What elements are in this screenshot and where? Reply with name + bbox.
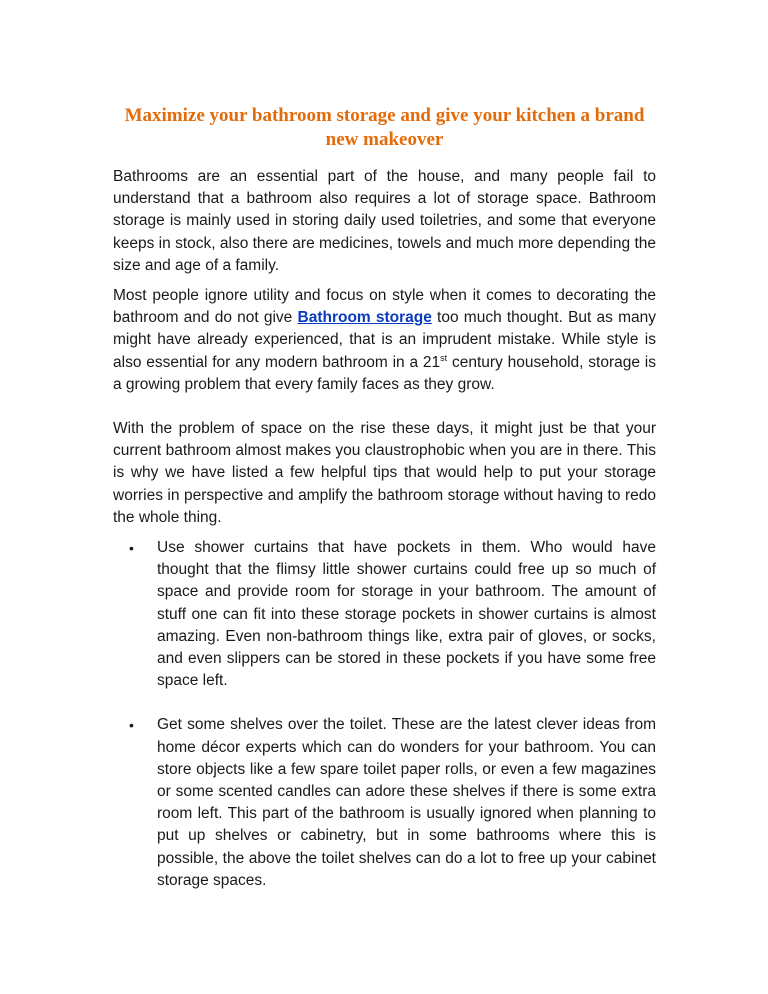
list-item: [113, 537, 656, 692]
list-item-text: Get some shelves over the toilet. These are the latest clever ideas from home décor experts which can do wonders for your bathroom. You can store objects like a few spare toilet paper rolls, or even a few magazines or some scented candles can adore these shelves if there is some extra room left. This part of the bathroom is usually ignored when planning to put up shelves or cabinetry, but in some bathrooms where this is possible, the above the toilet shelves can do a lot to free up your cabinet storage spaces.: [157, 716, 656, 889]
bathroom-storage-link[interactable]: Bathroom storage: [297, 309, 432, 327]
list-item: [113, 714, 656, 892]
paragraph-style-vs-utility: [113, 285, 656, 396]
document-title: Maximize your bathroom storage and give your kitchen a brand new makeover: [124, 105, 645, 150]
bullet-icon: •: [129, 540, 134, 557]
paragraph-intro: Bathrooms are an essential part of the house, and many people fail to understand that a bathroom also requires a lot of storage space. Bathroom storage is mainly used in storing daily used toiletries, and some that everyone keeps in stock, also there are medicines, towels and much more depending the size and age of a family.: [113, 168, 656, 274]
document-body: [113, 104, 656, 914]
paragraph-tips-intro: With the problem of space on the rise these days, it might just be that your current bathroom almost makes you claustrophobic when you are in there. This is why we have listed a few helpful tips that would help to put your storage worries in perspective and amplify the bathroom storage without having to redo the whole thing.: [113, 420, 656, 526]
ordinal-superscript: st: [440, 352, 448, 363]
bullet-icon: •: [129, 717, 134, 734]
paragraph-text: century household, storage is a growing problem that every family faces as they grow.: [113, 353, 656, 393]
tips-list: [113, 537, 656, 892]
paragraph-text: too much thought. But as many might have already experienced, that is an imprudent mistake. While style is also essential for any modern bathroom in a 21: [113, 309, 656, 371]
paragraph-text: Most people ignore utility and focus on style when it comes to decorating the bathroom and do not give: [113, 287, 656, 327]
list-item-text: Use shower curtains that have pockets in them. Who would have thought that the flimsy little shower curtains could free up so much of space and provide room for storage in your bathroom. The amount of stuff one can fit into these storage pockets in shower curtains is almost amazing. Even non-bathroom things like, extra pair of gloves, or socks, and even slippers can be stored in these pockets if you have some free space left.: [157, 539, 656, 690]
